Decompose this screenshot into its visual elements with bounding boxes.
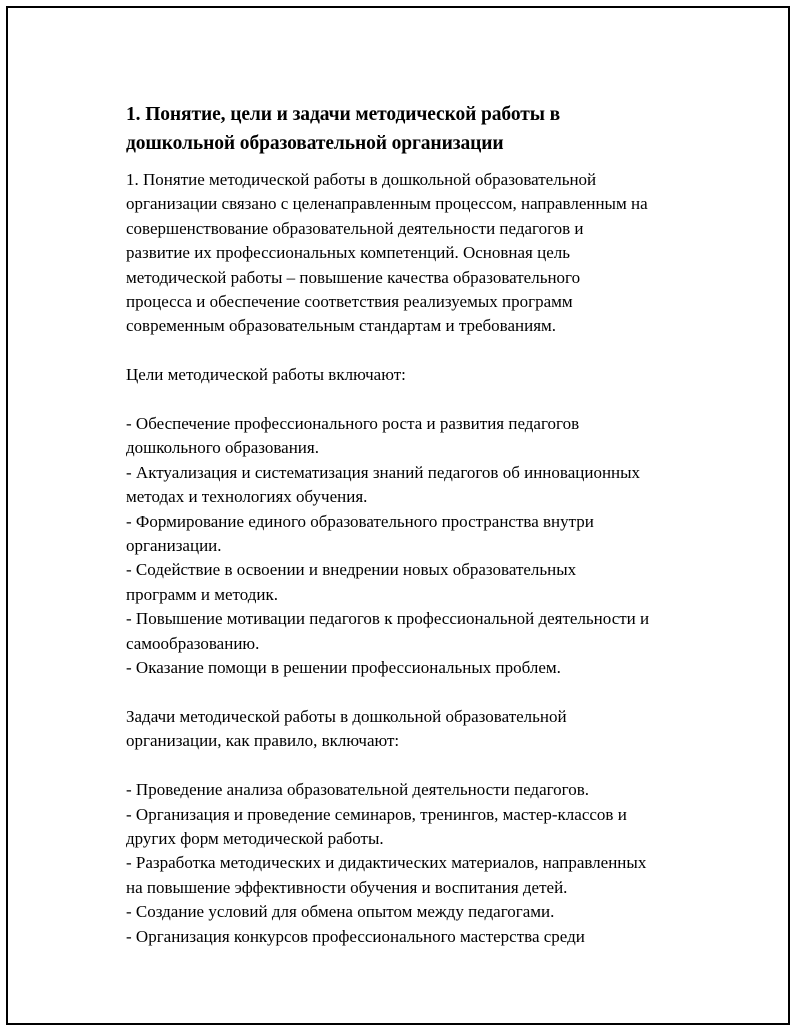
list-item: - Повышение мотивации педагогов к профессиональной деятельности и	[126, 609, 650, 629]
list-item: организации.	[126, 536, 222, 556]
goals-list	[126, 412, 698, 680]
list-item: - Проведение анализа образовательной деятельности педагогов.	[126, 780, 589, 800]
text-line: процесса и обеспечение соответствия реализуемых программ	[126, 292, 573, 312]
list-item: других форм методической работы.	[126, 828, 384, 848]
list-item: программ и методик.	[126, 584, 279, 604]
page-frame	[6, 6, 790, 1025]
list-item: на повышение эффективности обучения и воспитания детей.	[126, 877, 568, 897]
list-item: методах и технологиях обучения.	[126, 487, 368, 507]
text-line: методической работы – повышение качества образовательного	[126, 267, 581, 287]
paragraph-gap	[126, 754, 698, 778]
list-item: дошкольного образования.	[126, 438, 319, 458]
goals-title	[126, 363, 698, 387]
list-item: - Организация конкурсов профессионального мастерства среди	[126, 926, 585, 946]
paragraph-gap	[126, 681, 698, 705]
text-line: Задачи методической работы в дошкольной образовательной	[126, 706, 567, 726]
list-item: - Содействие в освоении и внедрении новых образовательных	[126, 560, 577, 580]
document-body	[126, 100, 698, 949]
text-line: совершенствование образовательной деятельности педагогов и	[126, 218, 584, 238]
heading-line: 1. Понятие, цели и задачи методической работы в	[126, 104, 561, 125]
section-heading	[126, 100, 698, 158]
paragraph-gap	[126, 339, 698, 363]
list-item: - Организация и проведение семинаров, тренингов, мастер-классов и	[126, 804, 627, 824]
list-item: - Разработка методических и дидактических материалов, направленных	[126, 853, 647, 873]
text-line: 1. Понятие методической работы в дошкольной образовательной	[126, 170, 597, 189]
text-line: организации связано с целенаправленным процессом, направленным на	[126, 194, 648, 214]
list-item: - Актуализация и систематизация знаний педагогов об инновационных	[126, 462, 641, 482]
text-line: современным образовательным стандартам и требованиям.	[126, 316, 557, 336]
text-line: организации, как правило, включают:	[126, 731, 400, 751]
text-line: развитие их профессиональных компетенций. Основная цель	[126, 243, 571, 263]
heading-line: дошкольной образовательной организации	[126, 133, 504, 154]
list-item: - Оказание помощи в решении профессиональных проблем.	[126, 658, 561, 678]
list-item: самообразованию.	[126, 633, 260, 653]
tasks-list	[126, 778, 698, 949]
paragraph-gap	[126, 388, 698, 412]
tasks-title	[126, 705, 698, 754]
intro-paragraph	[126, 168, 698, 339]
list-item: - Создание условий для обмена опытом между педагогами.	[126, 902, 555, 922]
list-item: - Обеспечение профессионального роста и развития педагогов	[126, 414, 580, 434]
text-line: Цели методической работы включают:	[126, 365, 406, 385]
list-item: - Формирование единого образовательного пространства внутри	[126, 511, 594, 531]
